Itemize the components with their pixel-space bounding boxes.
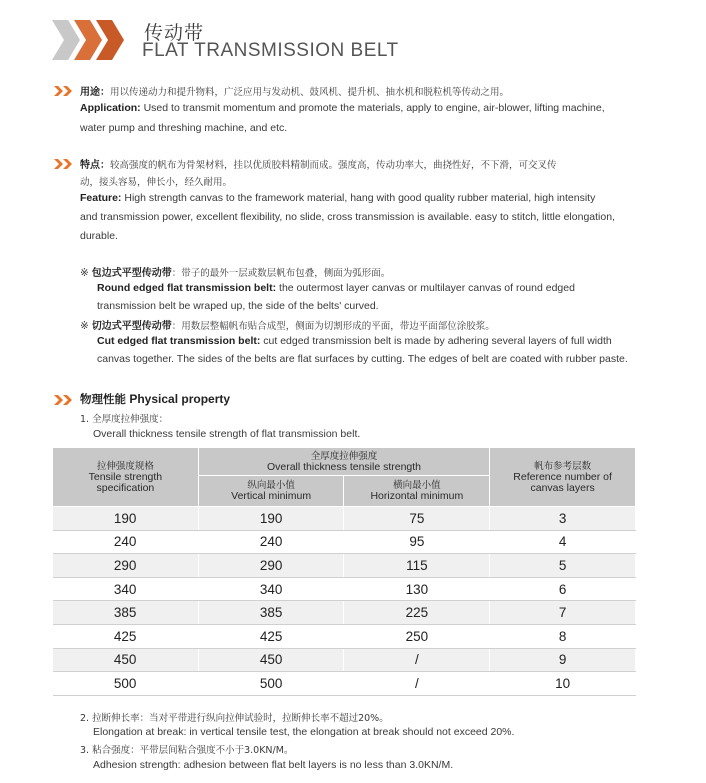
round-edged-cn-label: 包边式平型传动带 <box>91 268 172 279</box>
application-en-line-2: water pump and threshing machine, and etc. <box>80 122 288 134</box>
feature-en-line-3: durable. <box>80 230 118 242</box>
cut-edged-en-text-1: cut edged transmission belt is made by adhering several layers of full width <box>260 335 612 347</box>
table-cell: 95 <box>344 530 490 554</box>
table-row <box>53 554 636 578</box>
physical-heading-en: Physical property <box>129 392 231 406</box>
table-cell: 290 <box>198 554 344 578</box>
table-cell: 340 <box>53 577 199 601</box>
table-cell: 75 <box>344 507 490 531</box>
title-chinese: 传动带 <box>144 22 205 44</box>
cut-edged-en-line-1 <box>97 335 612 347</box>
footnote-elongation-cn: 2. 拉断伸长率：当对平带进行纵向拉伸试验时，拉断伸长率不超过20%。 <box>80 713 389 724</box>
physical-heading <box>80 391 230 407</box>
application-cn-line: 用途：用以传递动力和提升物料，广泛应用与发动机、鼓风机、提升机、抽水机和脱粒机等传动之用。 <box>80 87 510 98</box>
footnote-elongation-en: Elongation at break: in vertical tensile test, the elongation at break should not exceed 20%. <box>93 726 515 738</box>
cut-edged-en-line-2: canvas together. The sides of the belts are flat surfaces by cutting. The edges of belt are coated with rubber paste. <box>97 353 628 365</box>
table-cell: / <box>344 672 490 696</box>
table-cell: 500 <box>198 672 344 696</box>
table-cell: 5 <box>490 554 636 578</box>
table-cell: 385 <box>53 601 199 625</box>
header-canvas-layers: 帆布参考层数 Reference number of canvas layers <box>490 448 636 507</box>
table-cell: 450 <box>53 648 199 672</box>
feature-en-label: Feature: <box>80 192 122 204</box>
table-cell: 290 <box>53 554 199 578</box>
table-cell: 240 <box>198 530 344 554</box>
table-cell: 450 <box>198 648 344 672</box>
physical-item1-en: Overall thickness tensile strength of flat transmission belt. <box>93 428 361 440</box>
round-edged-en-line-2: transmission belt be wraped up, the side of the belts' curved. <box>97 300 379 312</box>
cut-edged-cn-label: 切边式平型传动带 <box>91 321 172 332</box>
table-cell: 4 <box>490 530 636 554</box>
table-row <box>53 624 636 648</box>
header-horizontal-minimum: 横向最小值 Horizontal minimum <box>344 476 490 507</box>
round-edged-en-line-1 <box>97 282 575 294</box>
physical-item1-cn: 1. 全厚度拉伸强度： <box>80 414 169 425</box>
tensile-strength-table <box>52 447 636 696</box>
application-cn-text: 用以传递动力和提升物料，广泛应用与发动机、鼓风机、提升机、抽水机和脱粒机等传动之用。 <box>110 87 510 98</box>
note-mark: ※ <box>80 267 89 279</box>
page-header <box>52 18 652 64</box>
table-cell: 425 <box>198 624 344 648</box>
table-cell: 8 <box>490 624 636 648</box>
table-cell: 225 <box>344 601 490 625</box>
header-tensile-spec: 拉伸强度规格 Tensile strength specification <box>53 448 199 507</box>
table-cell: / <box>344 648 490 672</box>
table-cell: 250 <box>344 624 490 648</box>
round-edged-cn-line <box>80 264 390 279</box>
table-cell: 10 <box>490 672 636 696</box>
footnote-adhesion-cn: 3. 粘合强度：平带层间粘合强度不小于3.0KN/M。 <box>80 745 294 756</box>
table-cell: 6 <box>490 577 636 601</box>
feature-cn-text-1: 较高强度的帆布为骨架材料，挂以优质胶料精制而成。强度高，传动功率大，曲挠性好，不下滑，可交叉传 <box>110 160 557 171</box>
physical-heading-cn: 物理性能 <box>80 392 126 406</box>
feature-en-text-1: High strength canvas to the framework material, hang with good quality rubber material, high intensity <box>124 192 596 204</box>
table-cell: 9 <box>490 648 636 672</box>
table-row <box>53 507 636 531</box>
header-overall-thickness: 全厚度拉伸强度 Overall thickness tensile strength <box>198 448 489 476</box>
double-arrow-icon <box>54 86 74 96</box>
table-row <box>53 530 636 554</box>
note-mark: ※ <box>80 320 89 332</box>
feature-cn-line-2: 动，接头容易，伸长小，经久耐用。 <box>80 177 233 188</box>
table-cell: 190 <box>53 507 199 531</box>
application-en-line-1 <box>80 102 605 114</box>
application-en-label: Application: <box>80 102 141 114</box>
table-row <box>53 648 636 672</box>
header-vertical-minimum: 纵向最小值 Vertical minimum <box>198 476 344 507</box>
feature-cn-line-1: 特点：较高强度的帆布为骨架材料，挂以优质胶料精制而成。强度高，传动功率大，曲挠性好，不下滑，可交叉传 <box>80 160 557 171</box>
application-cn-label: 用途 <box>80 87 100 98</box>
title-english: FLAT TRANSMISSION BELT <box>142 40 399 61</box>
table-cell: 425 <box>53 624 199 648</box>
table-cell: 3 <box>490 507 636 531</box>
table-row <box>53 601 636 625</box>
feature-cn-label: 特点 <box>80 160 100 171</box>
table-cell: 385 <box>198 601 344 625</box>
table-cell: 340 <box>198 577 344 601</box>
cut-edged-cn-line <box>80 317 495 332</box>
round-edged-en-label: Round edged flat transmission belt: <box>97 282 277 294</box>
cut-edged-en-label: Cut edged flat transmission belt: <box>97 335 261 347</box>
table-cell: 190 <box>198 507 344 531</box>
cut-edged-cn-text: ：用数层整幅帆布贴合成型，侧面为切割形成的平面，带边平面部位涂胶浆。 <box>171 321 495 332</box>
chevron-logo-icon <box>52 20 124 60</box>
round-edged-en-text-1: the outermost layer canvas or multilayer canvas of round edged <box>276 282 575 294</box>
footnote-adhesion-en: Adhesion strength: adhesion between flat belt layers is no less than 3.0KN/M. <box>93 759 454 771</box>
double-arrow-icon <box>54 395 74 405</box>
table-cell: 240 <box>53 530 199 554</box>
table-cell: 500 <box>53 672 199 696</box>
round-edged-cn-text: ：带子的最外一层或数层帆布包叠，侧面为弧形面。 <box>171 268 391 279</box>
table-cell: 130 <box>344 577 490 601</box>
double-arrow-icon <box>54 159 74 169</box>
feature-en-line-2: and transmission power, excellent flexibility, no slide, cross transmission is available. easy to stitch, little elongation, <box>80 211 615 223</box>
table-row <box>53 577 636 601</box>
table-cell: 7 <box>490 601 636 625</box>
table-body <box>53 507 636 696</box>
application-en-text-1: Used to transmit momentum and promote the materials, apply to engine, air-blower, lifting machine, <box>143 102 605 114</box>
table-cell: 115 <box>344 554 490 578</box>
table-row <box>53 672 636 696</box>
feature-en-line-1 <box>80 192 595 204</box>
